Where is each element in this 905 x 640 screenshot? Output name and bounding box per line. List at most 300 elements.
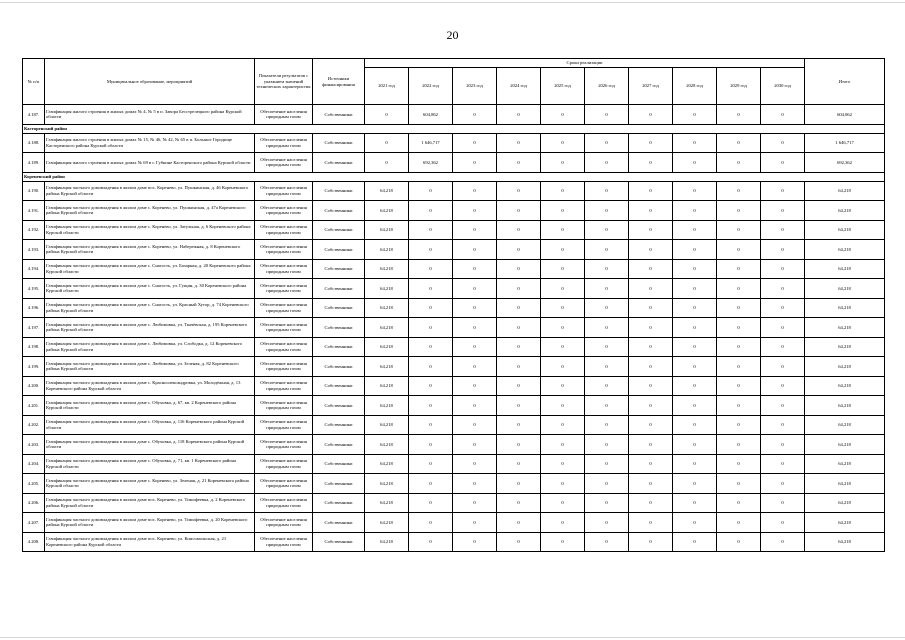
row-year-value: 0 bbox=[541, 357, 585, 377]
section-label: Кореневский район bbox=[23, 172, 885, 181]
row-year-value: 692,362 bbox=[409, 153, 453, 173]
table-row bbox=[23, 153, 885, 173]
table-row bbox=[23, 318, 885, 338]
row-total: 64,218 bbox=[805, 493, 885, 513]
row-total: 64,218 bbox=[805, 298, 885, 318]
row-year-value: 0 bbox=[673, 240, 717, 260]
row-purpose: Обеспечение населения природным газом bbox=[255, 454, 313, 474]
row-purpose: Обеспечение населения природным газом bbox=[255, 474, 313, 494]
row-year-value: 0 bbox=[585, 532, 629, 552]
row-year-value: 0 bbox=[761, 513, 805, 533]
row-year-value: 0 bbox=[453, 532, 497, 552]
row-year-value: 0 bbox=[453, 513, 497, 533]
row-number: 4.207. bbox=[23, 513, 45, 533]
row-year-value: 64,218 bbox=[365, 532, 409, 552]
row-year-value: 0 bbox=[409, 454, 453, 474]
row-year-value: 0 bbox=[673, 220, 717, 240]
section-label: Касторенский район bbox=[23, 124, 885, 133]
table-row bbox=[23, 474, 885, 494]
row-number: 4.197. bbox=[23, 318, 45, 338]
row-name: Газификация частного домовладения в жилом доме с. Снагость, ул. Красный Хутор, д. 74 Кореневского района Курской области bbox=[45, 298, 255, 318]
row-name: Газификация частного домовладения в жилом доме с. Обуховка, д. 118 Кореневского района Курской области bbox=[45, 435, 255, 455]
row-year-value: 0 bbox=[761, 298, 805, 318]
row-year-value: 0 bbox=[585, 474, 629, 494]
row-year-value: 0 bbox=[409, 181, 453, 201]
table-row bbox=[23, 376, 885, 396]
row-source: Собственники bbox=[313, 298, 365, 318]
header-num: № п/п bbox=[23, 59, 45, 105]
header-year: 2028 год bbox=[673, 68, 717, 105]
row-total: 64,218 bbox=[805, 532, 885, 552]
row-year-value: 64,218 bbox=[365, 259, 409, 279]
row-year-value: 0 bbox=[673, 133, 717, 153]
row-year-value: 64,218 bbox=[365, 318, 409, 338]
row-year-value: 0 bbox=[497, 435, 541, 455]
row-purpose: Обеспечение населения природным газом bbox=[255, 240, 313, 260]
row-source: Собственники bbox=[313, 513, 365, 533]
table-row bbox=[23, 513, 885, 533]
row-number: 4.201. bbox=[23, 396, 45, 416]
row-year-value: 0 bbox=[761, 474, 805, 494]
row-year-value: 0 bbox=[629, 376, 673, 396]
row-year-value: 0 bbox=[717, 454, 761, 474]
row-source: Собственники bbox=[313, 474, 365, 494]
row-year-value: 1 646,717 bbox=[409, 133, 453, 153]
row-year-value: 0 bbox=[629, 220, 673, 240]
row-year-value: 0 bbox=[717, 240, 761, 260]
row-year-value: 0 bbox=[409, 474, 453, 494]
table-row bbox=[23, 396, 885, 416]
row-year-value: 0 bbox=[409, 435, 453, 455]
row-year-value: 0 bbox=[453, 201, 497, 221]
row-year-value: 0 bbox=[409, 532, 453, 552]
row-year-value: 0 bbox=[717, 532, 761, 552]
row-year-value: 0 bbox=[497, 279, 541, 299]
row-total: 64,218 bbox=[805, 240, 885, 260]
row-year-value: 0 bbox=[453, 181, 497, 201]
row-number: 4.195. bbox=[23, 279, 45, 299]
row-year-value: 0 bbox=[673, 357, 717, 377]
row-year-value: 0 bbox=[453, 337, 497, 357]
header-year: 2021 год bbox=[365, 68, 409, 105]
row-source: Собственники bbox=[313, 181, 365, 201]
row-number: 4.188. bbox=[23, 133, 45, 153]
row-year-value: 0 bbox=[453, 318, 497, 338]
row-year-value: 0 bbox=[541, 133, 585, 153]
row-year-value: 0 bbox=[761, 153, 805, 173]
row-source: Собственники bbox=[313, 454, 365, 474]
row-year-value: 0 bbox=[761, 201, 805, 221]
row-year-value: 0 bbox=[717, 357, 761, 377]
row-number: 4.208. bbox=[23, 532, 45, 552]
row-year-value: 0 bbox=[365, 153, 409, 173]
row-year-value: 0 bbox=[717, 376, 761, 396]
row-year-value: 0 bbox=[717, 513, 761, 533]
row-purpose: Обеспечение населения природным газом bbox=[255, 357, 313, 377]
header-term: Сроки реализации bbox=[365, 59, 805, 68]
row-year-value: 0 bbox=[629, 337, 673, 357]
row-purpose: Обеспечение населения природным газом bbox=[255, 105, 313, 125]
row-year-value: 0 bbox=[717, 133, 761, 153]
row-number: 4.206. bbox=[23, 493, 45, 513]
row-source: Собственники bbox=[313, 240, 365, 260]
row-year-value: 0 bbox=[717, 153, 761, 173]
row-name: Газификация частного домовладения в жилом доме с. Коренево, ул. Зеленая, д. 21 Кореневского района Курской области bbox=[45, 474, 255, 494]
table-row bbox=[23, 259, 885, 279]
table-body bbox=[23, 105, 885, 552]
row-total: 64,218 bbox=[805, 435, 885, 455]
row-purpose: Обеспечение населения природным газом bbox=[255, 318, 313, 338]
row-year-value: 0 bbox=[541, 396, 585, 416]
row-year-value: 0 bbox=[629, 259, 673, 279]
row-year-value: 0 bbox=[673, 259, 717, 279]
row-year-value: 0 bbox=[585, 415, 629, 435]
row-year-value: 0 bbox=[541, 181, 585, 201]
row-year-value: 0 bbox=[497, 513, 541, 533]
row-source: Собственники bbox=[313, 220, 365, 240]
row-year-value: 0 bbox=[541, 415, 585, 435]
row-name: Газификация частного домовладения в жилом доме с. Обуховка, д. 67, кв. 2 Кореневского района Курской области bbox=[45, 396, 255, 416]
row-number: 4.205. bbox=[23, 474, 45, 494]
row-year-value: 0 bbox=[497, 357, 541, 377]
row-year-value: 0 bbox=[717, 337, 761, 357]
row-source: Собственники bbox=[313, 279, 365, 299]
row-year-value: 0 bbox=[453, 396, 497, 416]
header-year: 2024 год bbox=[497, 68, 541, 105]
row-year-value: 0 bbox=[717, 435, 761, 455]
row-total: 64,218 bbox=[805, 474, 885, 494]
row-year-value: 0 bbox=[629, 454, 673, 474]
table-row bbox=[23, 240, 885, 260]
row-year-value: 0 bbox=[761, 259, 805, 279]
row-total: 64,218 bbox=[805, 181, 885, 201]
row-name: Газификация жилого строения в жилых домах № 15, № 46, № 42, № 65 в п. Большое Городище Касторенского района Курской области bbox=[45, 133, 255, 153]
row-year-value: 0 bbox=[761, 220, 805, 240]
row-year-value: 0 bbox=[585, 240, 629, 260]
row-total: 64,218 bbox=[805, 318, 885, 338]
row-year-value: 64,218 bbox=[365, 337, 409, 357]
row-year-value: 0 bbox=[585, 513, 629, 533]
row-name: Газификация частного домовладения в жилом доме с. Коренево, ул. Пушкинская, д. 47а Кореневского района Курской области bbox=[45, 201, 255, 221]
row-year-value: 0 bbox=[541, 435, 585, 455]
row-purpose: Обеспечение населения природным газом bbox=[255, 396, 313, 416]
row-source: Собственники bbox=[313, 133, 365, 153]
row-total: 64,218 bbox=[805, 279, 885, 299]
row-source: Собственники bbox=[313, 415, 365, 435]
row-name: Газификация частного домовладения в жилом доме с. Обуховка, д. 71, кв. 1 Кореневского района Курской области bbox=[45, 454, 255, 474]
row-year-value: 64,218 bbox=[365, 181, 409, 201]
table-row bbox=[23, 435, 885, 455]
row-year-value: 0 bbox=[409, 240, 453, 260]
row-number: 4.196. bbox=[23, 298, 45, 318]
row-year-value: 0 bbox=[585, 357, 629, 377]
row-year-value: 0 bbox=[453, 357, 497, 377]
header-year: 2025 год bbox=[541, 68, 585, 105]
row-year-value: 0 bbox=[453, 298, 497, 318]
row-purpose: Обеспечение населения природным газом bbox=[255, 376, 313, 396]
row-year-value: 0 bbox=[541, 337, 585, 357]
row-year-value: 0 bbox=[453, 376, 497, 396]
row-year-value: 0 bbox=[673, 532, 717, 552]
row-number: 4.202. bbox=[23, 415, 45, 435]
scan-artifact-top bbox=[0, 2, 905, 3]
row-year-value: 0 bbox=[497, 493, 541, 513]
row-year-value: 0 bbox=[497, 201, 541, 221]
row-year-value: 0 bbox=[409, 201, 453, 221]
row-year-value: 0 bbox=[497, 474, 541, 494]
row-year-value: 0 bbox=[409, 513, 453, 533]
row-year-value: 0 bbox=[497, 396, 541, 416]
row-year-value: 0 bbox=[497, 181, 541, 201]
row-year-value: 64,218 bbox=[365, 435, 409, 455]
row-year-value: 0 bbox=[673, 493, 717, 513]
row-name: Газификация частного домовладения в жилом доме с. Коренево, ул. Затульная, д. 6 Кореневского района Курской области bbox=[45, 220, 255, 240]
row-year-value: 0 bbox=[673, 396, 717, 416]
table-row bbox=[23, 105, 885, 125]
row-year-value: 0 bbox=[365, 105, 409, 125]
row-year-value: 0 bbox=[585, 454, 629, 474]
row-name: Газификация частного домовладения в жилом доме с. Любимовка, ул. Слободка, д. 12 Кореневского района Курской области bbox=[45, 337, 255, 357]
row-year-value: 0 bbox=[717, 181, 761, 201]
row-year-value: 0 bbox=[453, 493, 497, 513]
row-total: 692,362 bbox=[805, 153, 885, 173]
row-year-value: 0 bbox=[541, 259, 585, 279]
row-number: 4.204. bbox=[23, 454, 45, 474]
row-year-value: 0 bbox=[629, 133, 673, 153]
row-year-value: 0 bbox=[673, 318, 717, 338]
row-purpose: Обеспечение населения природным газом bbox=[255, 279, 313, 299]
row-year-value: 0 bbox=[761, 396, 805, 416]
header-year: 2027 год bbox=[629, 68, 673, 105]
row-total: 64,218 bbox=[805, 415, 885, 435]
table-row bbox=[23, 415, 885, 435]
row-total: 64,218 bbox=[805, 220, 885, 240]
row-number: 4.189. bbox=[23, 153, 45, 173]
row-source: Собственники bbox=[313, 396, 365, 416]
row-year-value: 0 bbox=[761, 376, 805, 396]
table-row bbox=[23, 201, 885, 221]
row-year-value: 0 bbox=[453, 153, 497, 173]
row-name: Газификация частного домовладения в жилом доме с. Снагость, ул. Базарная, д. 20 Кореневского района Курской области bbox=[45, 259, 255, 279]
header-source: Источники финансирования bbox=[313, 59, 365, 105]
row-year-value: 0 bbox=[453, 105, 497, 125]
row-year-value: 0 bbox=[585, 181, 629, 201]
row-year-value: 0 bbox=[541, 220, 585, 240]
row-year-value: 0 bbox=[585, 435, 629, 455]
row-year-value: 0 bbox=[761, 435, 805, 455]
row-year-value: 0 bbox=[717, 201, 761, 221]
table-row bbox=[23, 279, 885, 299]
row-year-value: 0 bbox=[541, 454, 585, 474]
row-year-value: 0 bbox=[629, 532, 673, 552]
row-source: Собственники bbox=[313, 357, 365, 377]
row-year-value: 0 bbox=[541, 201, 585, 221]
section-row bbox=[23, 124, 885, 133]
row-year-value: 0 bbox=[541, 279, 585, 299]
row-source: Собственники bbox=[313, 259, 365, 279]
header-year: 2022 год bbox=[409, 68, 453, 105]
row-source: Собственники bbox=[313, 318, 365, 338]
header-purpose: Показатели результатов с указанием значений технических характеристик bbox=[255, 59, 313, 105]
row-year-value: 0 bbox=[629, 105, 673, 125]
row-year-value: 0 bbox=[365, 133, 409, 153]
row-year-value: 0 bbox=[761, 133, 805, 153]
row-year-value: 0 bbox=[673, 201, 717, 221]
row-year-value: 0 bbox=[453, 240, 497, 260]
row-source: Собственники bbox=[313, 435, 365, 455]
row-number: 4.203. bbox=[23, 435, 45, 455]
row-name: Газификация жилого строения в жилых домах № 4, № 5 в п. Завора Бесстрелецкого района Курской области bbox=[45, 105, 255, 125]
row-name: Газификация частного домовладения в жилом доме пос. Коренево, ул. Тимофеевка, д. 20 Кореневского района Курской области bbox=[45, 513, 255, 533]
row-purpose: Обеспечение населения природным газом bbox=[255, 337, 313, 357]
header-row-top bbox=[23, 59, 885, 68]
row-source: Собственники bbox=[313, 201, 365, 221]
row-year-value: 0 bbox=[585, 220, 629, 240]
row-number: 4.199. bbox=[23, 357, 45, 377]
row-year-value: 0 bbox=[761, 415, 805, 435]
row-name: Газификация частного домовладения в жилом доме пос. Коренево, ул. Комсомольская, д. 21 Кореневского района Курской области bbox=[45, 532, 255, 552]
row-year-value: 0 bbox=[497, 454, 541, 474]
row-year-value: 0 bbox=[673, 435, 717, 455]
row-number: 4.198. bbox=[23, 337, 45, 357]
row-year-value: 0 bbox=[717, 415, 761, 435]
row-year-value: 0 bbox=[761, 532, 805, 552]
row-year-value: 0 bbox=[541, 513, 585, 533]
row-year-value: 0 bbox=[717, 318, 761, 338]
row-year-value: 0 bbox=[453, 259, 497, 279]
table-row bbox=[23, 532, 885, 552]
row-year-value: 0 bbox=[497, 133, 541, 153]
row-year-value: 0 bbox=[497, 337, 541, 357]
row-purpose: Обеспечение населения природным газом bbox=[255, 435, 313, 455]
row-year-value: 0 bbox=[673, 181, 717, 201]
row-number: 4.193. bbox=[23, 240, 45, 260]
row-year-value: 0 bbox=[541, 532, 585, 552]
row-year-value: 64,218 bbox=[365, 415, 409, 435]
row-name: Газификация частного домовладения в жилом доме с. Обуховка, д. 116 Кореневского района Курской области bbox=[45, 415, 255, 435]
row-year-value: 64,218 bbox=[365, 376, 409, 396]
row-year-value: 0 bbox=[585, 279, 629, 299]
table-row bbox=[23, 298, 885, 318]
row-number: 4.200. bbox=[23, 376, 45, 396]
row-number: 4.187. bbox=[23, 105, 45, 125]
measures-table bbox=[22, 58, 885, 552]
row-name: Газификация частного домовладения в жилом доме с. Любимовка, ул. Зеленая, д. 82 Кореневского района Курской области bbox=[45, 357, 255, 377]
row-year-value: 0 bbox=[629, 318, 673, 338]
row-name: Газификация частного домовладения в жилом доме с. Снагость, ул. Гущин, д. 30 Кореневского района Курской области bbox=[45, 279, 255, 299]
header-year: 2030 год bbox=[761, 68, 805, 105]
row-year-value: 0 bbox=[629, 493, 673, 513]
table-row bbox=[23, 337, 885, 357]
header-year: 2023 год bbox=[453, 68, 497, 105]
row-name: Газификация частного домовладения в жилом доме с. Красноолександровка, ул. Молодёжная, д. 13 Кореневского района Курской области bbox=[45, 376, 255, 396]
row-year-value: 0 bbox=[673, 454, 717, 474]
row-purpose: Обеспечение населения природным газом bbox=[255, 181, 313, 201]
row-year-value: 0 bbox=[409, 259, 453, 279]
row-year-value: 0 bbox=[629, 240, 673, 260]
row-year-value: 0 bbox=[761, 279, 805, 299]
header-name: Муниципальное образование, мероприятий bbox=[45, 59, 255, 105]
row-year-value: 0 bbox=[541, 153, 585, 173]
row-name: Газификация частного домовладения в жилом доме с. Коренево, ул. Набережная, д. 8 Кореневского района Курской области bbox=[45, 240, 255, 260]
row-year-value: 0 bbox=[409, 298, 453, 318]
row-purpose: Обеспечение населения природным газом bbox=[255, 133, 313, 153]
row-year-value: 0 bbox=[585, 396, 629, 416]
row-name: Газификация частного домовладения в жилом доме с. Любимовка, ул. Ткачёвская, д. 195 Кореневского района Курской области bbox=[45, 318, 255, 338]
row-year-value: 0 bbox=[585, 376, 629, 396]
row-year-value: 0 bbox=[717, 279, 761, 299]
row-year-value: 0 bbox=[409, 396, 453, 416]
header-year: 2026 год bbox=[585, 68, 629, 105]
row-purpose: Обеспечение населения природным газом bbox=[255, 220, 313, 240]
row-year-value: 64,218 bbox=[365, 474, 409, 494]
row-year-value: 0 bbox=[629, 435, 673, 455]
row-year-value: 0 bbox=[629, 513, 673, 533]
table-row bbox=[23, 454, 885, 474]
row-year-value: 0 bbox=[761, 105, 805, 125]
row-year-value: 0 bbox=[409, 318, 453, 338]
row-year-value: 0 bbox=[629, 181, 673, 201]
row-year-value: 0 bbox=[409, 220, 453, 240]
row-year-value: 0 bbox=[497, 259, 541, 279]
row-year-value: 0 bbox=[761, 318, 805, 338]
row-total: 64,218 bbox=[805, 357, 885, 377]
row-number: 4.190. bbox=[23, 181, 45, 201]
row-year-value: 0 bbox=[541, 105, 585, 125]
row-year-value: 0 bbox=[761, 240, 805, 260]
row-name: Газификация частного домовладения в жилом доме пос. Коренево, ул. Тимофеевка, д. 2 Кореневского района Курской области bbox=[45, 493, 255, 513]
row-year-value: 0 bbox=[409, 337, 453, 357]
row-year-value: 0 bbox=[453, 454, 497, 474]
row-year-value: 64,218 bbox=[365, 298, 409, 318]
row-year-value: 0 bbox=[761, 181, 805, 201]
section-row bbox=[23, 172, 885, 181]
row-year-value: 64,218 bbox=[365, 493, 409, 513]
row-year-value: 0 bbox=[629, 415, 673, 435]
row-source: Собственники bbox=[313, 105, 365, 125]
row-purpose: Обеспечение населения природным газом bbox=[255, 415, 313, 435]
row-year-value: 0 bbox=[541, 493, 585, 513]
row-year-value: 0 bbox=[541, 240, 585, 260]
row-number: 4.192. bbox=[23, 220, 45, 240]
row-year-value: 0 bbox=[497, 298, 541, 318]
row-year-value: 0 bbox=[497, 153, 541, 173]
scan-artifact-bottom bbox=[0, 637, 905, 638]
row-year-value: 64,218 bbox=[365, 513, 409, 533]
table-row bbox=[23, 181, 885, 201]
table-row bbox=[23, 220, 885, 240]
row-total: 1 646,717 bbox=[805, 133, 885, 153]
row-purpose: Обеспечение населения природным газом bbox=[255, 201, 313, 221]
row-purpose: Обеспечение населения природным газом bbox=[255, 493, 313, 513]
row-year-value: 0 bbox=[629, 153, 673, 173]
header-total: Итого bbox=[805, 59, 885, 105]
row-year-value: 64,218 bbox=[365, 220, 409, 240]
row-year-value: 0 bbox=[717, 220, 761, 240]
row-year-value: 0 bbox=[541, 318, 585, 338]
row-purpose: Обеспечение населения природным газом bbox=[255, 532, 313, 552]
row-year-value: 0 bbox=[409, 357, 453, 377]
row-number: 4.191. bbox=[23, 201, 45, 221]
row-year-value: 0 bbox=[497, 240, 541, 260]
row-total: 64,218 bbox=[805, 337, 885, 357]
row-year-value: 0 bbox=[629, 279, 673, 299]
row-year-value: 0 bbox=[673, 105, 717, 125]
row-year-value: 0 bbox=[629, 201, 673, 221]
row-year-value: 0 bbox=[717, 259, 761, 279]
row-total: 64,218 bbox=[805, 396, 885, 416]
row-year-value: 0 bbox=[629, 474, 673, 494]
